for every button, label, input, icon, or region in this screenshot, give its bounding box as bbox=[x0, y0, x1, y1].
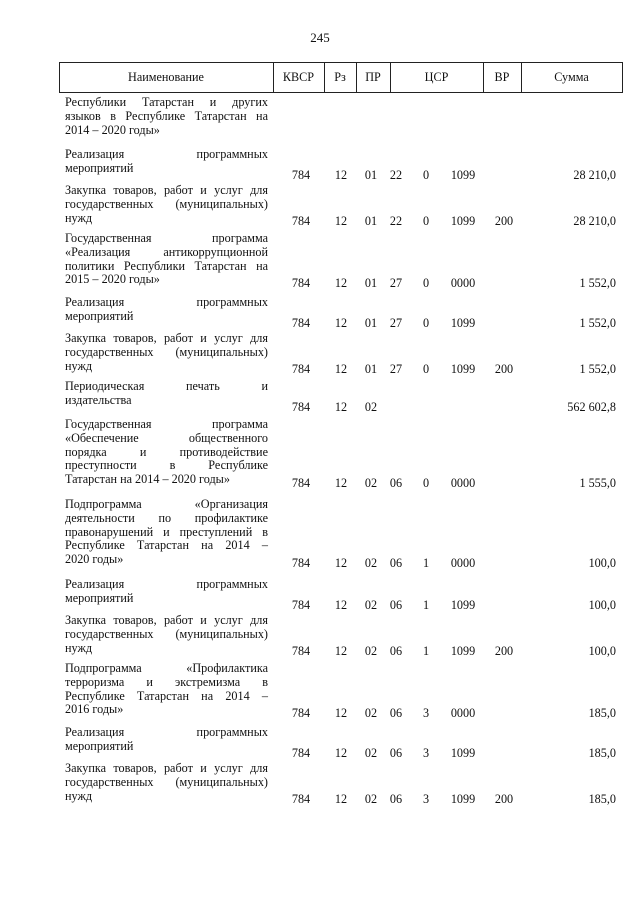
row-name-line: «Реализация антикоррупционной bbox=[65, 244, 268, 259]
cell-rz: 12 bbox=[334, 276, 348, 290]
row-name-line: Закупка товаров, работ и услуг для bbox=[65, 183, 268, 197]
cell-sum: 28 210,0 bbox=[573, 214, 616, 228]
cell-pp: 1 bbox=[422, 598, 430, 612]
cell-code: 1099 bbox=[450, 792, 476, 806]
page-number: 245 bbox=[310, 30, 330, 45]
row-name-line: нужд bbox=[65, 358, 93, 373]
row-name-line: 2020 годы» bbox=[65, 552, 124, 567]
row-name-line: Республики Татарстан и других bbox=[65, 95, 268, 109]
table-row bbox=[0, 232, 640, 290]
row-name-line: мероприятий bbox=[65, 308, 134, 323]
cell-gp: 06 bbox=[389, 746, 403, 760]
row-name-line: мероприятий bbox=[65, 590, 134, 605]
row-name bbox=[65, 296, 268, 324]
cell-kvsr: 784 bbox=[291, 400, 311, 414]
cell-gp: 06 bbox=[389, 792, 403, 806]
row-name-line: 2016 годы» bbox=[65, 702, 124, 717]
cell-code: 1099 bbox=[450, 746, 476, 760]
cell-rz: 12 bbox=[334, 556, 348, 570]
row-name-line: Подпрограмма «Профилактика bbox=[65, 661, 268, 675]
cell-code: 0000 bbox=[450, 476, 476, 490]
cell-pp: 1 bbox=[422, 556, 430, 570]
row-name bbox=[65, 498, 268, 567]
cell-sum: 185,0 bbox=[588, 746, 616, 760]
cell-kvsr: 784 bbox=[291, 792, 311, 806]
cell-pr: 01 bbox=[364, 168, 378, 182]
header-rz: Рз bbox=[334, 70, 346, 84]
cell-sum: 100,0 bbox=[588, 598, 616, 612]
cell-code: 1099 bbox=[450, 214, 476, 228]
row-name-line: Государственная программа bbox=[65, 417, 268, 431]
cell-pr: 01 bbox=[364, 214, 378, 228]
cell-pp: 0 bbox=[422, 276, 430, 290]
header-name: Наименование bbox=[128, 70, 204, 84]
cell-gp: 27 bbox=[389, 316, 403, 330]
cell-vr: 200 bbox=[494, 792, 514, 806]
cell-rz: 12 bbox=[334, 362, 348, 376]
table-row bbox=[0, 498, 640, 570]
cell-kvsr: 784 bbox=[291, 276, 311, 290]
cell-pp: 3 bbox=[422, 746, 430, 760]
row-name-line: государственных (муниципальных) bbox=[65, 344, 268, 359]
cell-sum: 1 552,0 bbox=[579, 276, 616, 290]
row-name-line: «Обеспечение общественного bbox=[65, 430, 268, 445]
row-name-line: языков в Республике Татарстан на bbox=[65, 108, 268, 123]
cell-sum: 1 555,0 bbox=[579, 476, 616, 490]
row-name-line: мероприятий bbox=[65, 738, 134, 753]
row-name-line: преступности в Республике bbox=[65, 458, 268, 473]
cell-sum: 185,0 bbox=[588, 792, 616, 806]
table-row bbox=[0, 148, 640, 182]
table-header bbox=[59, 62, 623, 92]
cell-pp: 0 bbox=[422, 214, 430, 228]
header-pr: ПР bbox=[365, 70, 381, 84]
row-name-line: государственных (муниципальных) bbox=[65, 196, 268, 211]
cell-code: 1099 bbox=[450, 168, 476, 182]
row-name-line: Закупка товаров, работ и услуг для bbox=[65, 613, 268, 627]
cell-gp: 06 bbox=[389, 556, 403, 570]
cell-gp: 22 bbox=[389, 214, 403, 228]
table-row bbox=[0, 380, 640, 414]
table-row bbox=[0, 726, 640, 760]
row-name bbox=[65, 662, 268, 717]
row-name-line: правонарушений и преступлений в bbox=[65, 524, 268, 539]
cell-pr: 02 bbox=[364, 598, 378, 612]
cell-kvsr: 784 bbox=[291, 556, 311, 570]
cell-rz: 12 bbox=[334, 168, 348, 182]
table-row bbox=[0, 296, 640, 330]
row-name bbox=[65, 380, 268, 408]
cell-kvsr: 784 bbox=[291, 316, 311, 330]
cell-rz: 12 bbox=[334, 316, 348, 330]
cell-kvsr: 784 bbox=[291, 598, 311, 612]
row-name-line: Республике Татарстан на 2014 – bbox=[65, 688, 268, 703]
row-name-line: издательства bbox=[65, 392, 132, 407]
table-row bbox=[0, 662, 640, 720]
cell-pp: 0 bbox=[422, 476, 430, 490]
cell-gp: 06 bbox=[389, 706, 403, 720]
cell-rz: 12 bbox=[334, 746, 348, 760]
cell-kvsr: 784 bbox=[291, 214, 311, 228]
cell-rz: 12 bbox=[334, 792, 348, 806]
cell-rz: 12 bbox=[334, 476, 348, 490]
cell-pp: 0 bbox=[422, 168, 430, 182]
cell-rz: 12 bbox=[334, 706, 348, 720]
row-name-line: Республике Татарстан на 2014 – bbox=[65, 538, 268, 553]
row-name-line: Государственная программа bbox=[65, 231, 268, 245]
cell-code: 1099 bbox=[450, 316, 476, 330]
row-name bbox=[65, 726, 268, 754]
cell-rz: 12 bbox=[334, 214, 348, 228]
cell-pr: 02 bbox=[364, 706, 378, 720]
cell-pr: 02 bbox=[364, 746, 378, 760]
row-name-line: терроризма и экстремизма в bbox=[65, 674, 268, 689]
cell-rz: 12 bbox=[334, 400, 348, 414]
cell-gp: 27 bbox=[389, 362, 403, 376]
cell-pr: 01 bbox=[364, 276, 378, 290]
row-name-line: Реализация программных bbox=[65, 725, 268, 739]
row-name bbox=[65, 578, 268, 606]
cell-vr: 200 bbox=[494, 362, 514, 376]
table-row bbox=[0, 762, 640, 806]
cell-kvsr: 784 bbox=[291, 746, 311, 760]
row-name-line: нужд bbox=[65, 788, 93, 803]
row-name bbox=[65, 148, 268, 176]
row-name-line: государственных (муниципальных) bbox=[65, 774, 268, 789]
cell-code: 1099 bbox=[450, 362, 476, 376]
cell-vr: 200 bbox=[494, 644, 514, 658]
cell-rz: 12 bbox=[334, 644, 348, 658]
header-vr: ВР bbox=[494, 70, 510, 84]
table-row bbox=[0, 614, 640, 658]
cell-sum: 1 552,0 bbox=[579, 316, 616, 330]
cell-kvsr: 784 bbox=[291, 168, 311, 182]
row-name-line: нужд bbox=[65, 640, 93, 655]
row-name bbox=[65, 614, 268, 655]
header-sum: Сумма bbox=[554, 70, 589, 84]
cell-vr: 200 bbox=[494, 214, 514, 228]
row-name-line: Реализация программных bbox=[65, 577, 268, 591]
cell-code: 1099 bbox=[450, 598, 476, 612]
cell-pp: 1 bbox=[422, 644, 430, 658]
cell-pr: 01 bbox=[364, 362, 378, 376]
cell-gp: 22 bbox=[389, 168, 403, 182]
row-name-line: государственных (муниципальных) bbox=[65, 626, 268, 641]
row-name bbox=[65, 332, 268, 373]
table-row bbox=[0, 418, 640, 490]
cell-kvsr: 784 bbox=[291, 476, 311, 490]
cell-gp: 06 bbox=[389, 644, 403, 658]
cell-gp: 06 bbox=[389, 476, 403, 490]
cell-pr: 01 bbox=[364, 316, 378, 330]
table-row bbox=[0, 332, 640, 376]
row-name-line: Закупка товаров, работ и услуг для bbox=[65, 331, 268, 345]
row-name-line: Подпрограмма «Организация bbox=[65, 497, 268, 511]
table-row bbox=[0, 96, 640, 140]
cell-gp: 06 bbox=[389, 598, 403, 612]
cell-pr: 02 bbox=[364, 400, 378, 414]
row-name bbox=[65, 232, 268, 287]
cell-pr: 02 bbox=[364, 476, 378, 490]
cell-kvsr: 784 bbox=[291, 706, 311, 720]
cell-code: 1099 bbox=[450, 644, 476, 658]
row-name-line: нужд bbox=[65, 210, 93, 225]
row-name-line: мероприятий bbox=[65, 160, 134, 175]
cell-code: 0000 bbox=[450, 556, 476, 570]
cell-kvsr: 784 bbox=[291, 362, 311, 376]
cell-code: 0000 bbox=[450, 706, 476, 720]
row-name-line: 2014 – 2020 годы» bbox=[65, 122, 160, 137]
row-name-line: Реализация программных bbox=[65, 295, 268, 309]
cell-sum: 28 210,0 bbox=[573, 168, 616, 182]
row-name bbox=[65, 184, 268, 225]
row-name bbox=[65, 762, 268, 803]
row-name-line: Татарстан на 2014 – 2020 годы» bbox=[65, 472, 230, 487]
cell-sum: 1 552,0 bbox=[579, 362, 616, 376]
cell-rz: 12 bbox=[334, 598, 348, 612]
cell-pr: 02 bbox=[364, 556, 378, 570]
cell-sum: 100,0 bbox=[588, 644, 616, 658]
cell-code: 0000 bbox=[450, 276, 476, 290]
cell-sum: 100,0 bbox=[588, 556, 616, 570]
cell-gp: 27 bbox=[389, 276, 403, 290]
row-name-line: политики Республики Татарстан на bbox=[65, 258, 268, 273]
row-name bbox=[65, 418, 268, 487]
cell-pp: 0 bbox=[422, 316, 430, 330]
row-name-line: Закупка товаров, работ и услуг для bbox=[65, 761, 268, 775]
table-row bbox=[0, 184, 640, 228]
cell-pp: 0 bbox=[422, 362, 430, 376]
header-kvsr: КВСР bbox=[282, 70, 315, 84]
row-name-line: порядка и противодействие bbox=[65, 444, 268, 459]
row-name bbox=[65, 96, 268, 137]
row-name-line: Реализация программных bbox=[65, 147, 268, 161]
cell-pr: 02 bbox=[364, 792, 378, 806]
row-name-line: деятельности по профилактике bbox=[65, 510, 268, 525]
cell-pp: 3 bbox=[422, 792, 430, 806]
cell-sum: 562 602,8 bbox=[567, 400, 616, 414]
cell-pp: 3 bbox=[422, 706, 430, 720]
row-name-line: Периодическая печать и bbox=[65, 379, 268, 393]
cell-sum: 185,0 bbox=[588, 706, 616, 720]
cell-kvsr: 784 bbox=[291, 644, 311, 658]
row-name-line: 2015 – 2020 годы» bbox=[65, 272, 160, 287]
cell-pr: 02 bbox=[364, 644, 378, 658]
header-csr: ЦСР bbox=[424, 70, 449, 84]
table-row bbox=[0, 578, 640, 612]
